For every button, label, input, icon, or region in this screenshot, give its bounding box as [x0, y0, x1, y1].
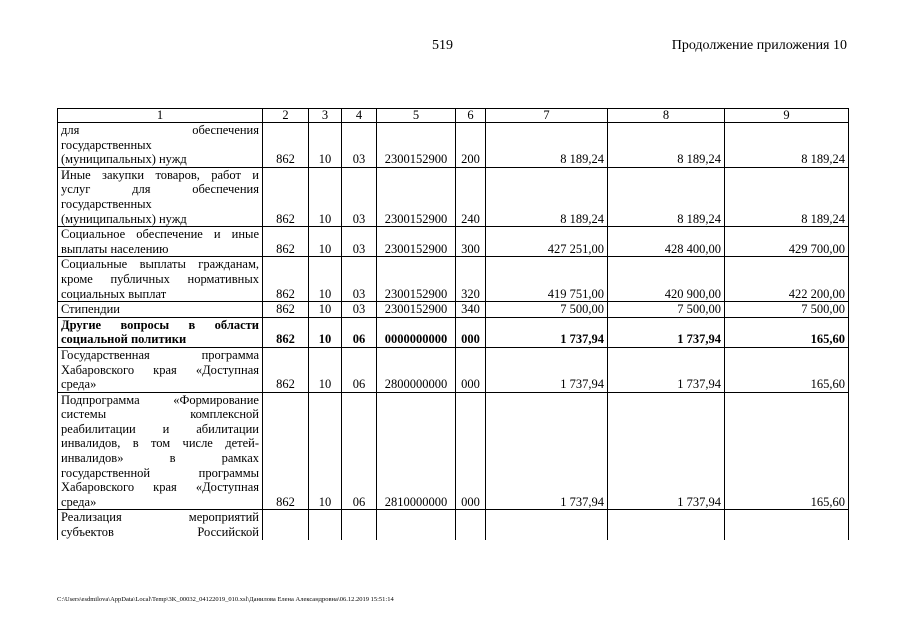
- cell-c2: 862: [263, 347, 309, 392]
- row-name-cell: [58, 227, 263, 257]
- column-header: 1: [58, 109, 263, 123]
- row-name-cell: [58, 317, 263, 347]
- cell-c9: 165,60: [725, 317, 849, 347]
- row-name-line: выплаты населению: [61, 241, 169, 256]
- cell-c9: 165,60: [725, 347, 849, 392]
- cell-c4: 03: [342, 302, 377, 318]
- column-header: 2: [263, 109, 309, 123]
- cell-c3: 10: [309, 167, 342, 226]
- table-row: [58, 167, 849, 226]
- row-name-cell: [58, 257, 263, 302]
- table-row: [58, 123, 849, 168]
- cell-c6: 000: [456, 347, 486, 392]
- cell-c8: [608, 510, 725, 540]
- column-header: 4: [342, 109, 377, 123]
- cell-c4: 06: [342, 317, 377, 347]
- cell-c2: 862: [263, 392, 309, 510]
- row-name-line: государственной программы: [61, 465, 259, 480]
- row-name-line: Другие вопросы в области: [61, 317, 259, 332]
- table-row: [58, 392, 849, 510]
- cell-c4: [342, 510, 377, 540]
- column-header: 9: [725, 109, 849, 123]
- cell-c8: 8 189,24: [608, 167, 725, 226]
- cell-c7: 1 737,94: [486, 317, 608, 347]
- cell-c8: 420 900,00: [608, 257, 725, 302]
- row-name-line: Государственная программа: [61, 347, 259, 362]
- row-name-line: инвалидов» в рамках: [61, 451, 259, 466]
- cell-c7: 8 189,24: [486, 167, 608, 226]
- cell-c5: 2300152900: [377, 167, 456, 226]
- cell-c4: 03: [342, 257, 377, 302]
- cell-c5: 2300152900: [377, 302, 456, 318]
- cell-c6: [456, 510, 486, 540]
- cell-c2: [263, 510, 309, 540]
- cell-c6: 000: [456, 392, 486, 510]
- cell-c2: 862: [263, 123, 309, 168]
- cell-c4: 03: [342, 123, 377, 168]
- row-name-line: Иные закупки товаров, работ и: [61, 167, 259, 182]
- continuation-title: Продолжение приложения 10: [671, 38, 847, 53]
- cell-c8: 428 400,00: [608, 227, 725, 257]
- cell-c3: 10: [309, 302, 342, 318]
- cell-c3: 10: [309, 347, 342, 392]
- cell-c4: 06: [342, 392, 377, 510]
- cell-c5: 2300152900: [377, 123, 456, 168]
- cell-c2: 862: [263, 317, 309, 347]
- cell-c2: 862: [263, 257, 309, 302]
- table-row: [58, 257, 849, 302]
- row-name-line: системы комплексной: [61, 407, 259, 422]
- cell-c9: [725, 510, 849, 540]
- cell-c3: 10: [309, 123, 342, 168]
- row-name-cell: [58, 392, 263, 510]
- cell-c7: 1 737,94: [486, 392, 608, 510]
- table-row: [58, 347, 849, 392]
- cell-c7: 427 251,00: [486, 227, 608, 257]
- row-name-line: кроме публичных нормативных: [61, 271, 259, 286]
- table-row: [58, 227, 849, 257]
- row-name-line: инвалидов, в том числе детей-: [61, 436, 259, 451]
- cell-c9: 8 189,24: [725, 123, 849, 168]
- row-name-line: Социальные выплаты гражданам,: [61, 257, 259, 272]
- cell-c7: 419 751,00: [486, 257, 608, 302]
- cell-c5: 2800000000: [377, 347, 456, 392]
- column-header: 5: [377, 109, 456, 123]
- cell-c5: [377, 510, 456, 540]
- cell-c9: 8 189,24: [725, 167, 849, 226]
- table-row: [58, 302, 849, 318]
- table-row: [58, 510, 849, 540]
- cell-c6: 320: [456, 257, 486, 302]
- cell-c8: 1 737,94: [608, 317, 725, 347]
- row-name-line: (муниципальных) нужд: [61, 152, 187, 167]
- cell-c9: 422 200,00: [725, 257, 849, 302]
- row-name-cell: [58, 302, 263, 318]
- cell-c8: 1 737,94: [608, 392, 725, 510]
- cell-c5: 2810000000: [377, 392, 456, 510]
- page-number: 519: [432, 38, 453, 53]
- cell-c4: 03: [342, 167, 377, 226]
- column-header: 7: [486, 109, 608, 123]
- row-name-line: Хабаровского края «Доступная: [61, 362, 259, 377]
- row-name-line: среда»: [61, 494, 97, 509]
- row-name-cell: [58, 510, 263, 540]
- row-name-line: для обеспечения: [61, 123, 259, 137]
- footer-file-path: C:\Users\esdmilova\AppData\Local\Temp\3K_00032_04122019_010.xsl\Данилова Елена Александровна\06.12.2019 15:51:14: [57, 596, 394, 603]
- cell-c3: 10: [309, 317, 342, 347]
- row-name-cell: [58, 123, 263, 168]
- row-name-line: Подпрограмма «Формирование: [61, 392, 259, 407]
- row-name-line: Реализация мероприятий: [61, 510, 259, 525]
- cell-c3: [309, 510, 342, 540]
- cell-c8: 7 500,00: [608, 302, 725, 318]
- cell-c5: 2300152900: [377, 257, 456, 302]
- cell-c7: 8 189,24: [486, 123, 608, 168]
- row-name-line: социальной политики: [61, 332, 187, 347]
- cell-c6: 340: [456, 302, 486, 318]
- row-name-line: государственных: [61, 137, 152, 152]
- row-name-line: (муниципальных) нужд: [61, 211, 187, 226]
- row-name-line: социальных выплат: [61, 286, 167, 301]
- cell-c6: 300: [456, 227, 486, 257]
- cell-c9: 7 500,00: [725, 302, 849, 318]
- row-name-line: Социальное обеспечение и иные: [61, 227, 259, 242]
- row-name-cell: [58, 347, 263, 392]
- cell-c2: 862: [263, 227, 309, 257]
- cell-c6: 240: [456, 167, 486, 226]
- cell-c4: 03: [342, 227, 377, 257]
- table-body: [58, 109, 849, 540]
- cell-c8: 8 189,24: [608, 123, 725, 168]
- cell-c8: 1 737,94: [608, 347, 725, 392]
- table-header-row: [58, 109, 849, 123]
- table-row: [58, 317, 849, 347]
- column-header: 8: [608, 109, 725, 123]
- row-name-line: Хабаровского края «Доступная: [61, 480, 259, 495]
- cell-c7: 1 737,94: [486, 347, 608, 392]
- cell-c7: 7 500,00: [486, 302, 608, 318]
- cell-c5: 2300152900: [377, 227, 456, 257]
- cell-c3: 10: [309, 257, 342, 302]
- cell-c6: 000: [456, 317, 486, 347]
- cell-c7: [486, 510, 608, 540]
- cell-c2: 862: [263, 302, 309, 318]
- cell-c2: 862: [263, 167, 309, 226]
- row-name-line: услуг для обеспечения: [61, 182, 259, 197]
- row-name-line: Стипендии: [61, 302, 120, 317]
- row-name-line: реабилитации и абилитации: [61, 421, 259, 436]
- cell-c6: 200: [456, 123, 486, 168]
- row-name-line: среда»: [61, 377, 97, 392]
- row-name-line: государственных: [61, 196, 152, 211]
- column-header: 3: [309, 109, 342, 123]
- column-header: 6: [456, 109, 486, 123]
- cell-c9: 165,60: [725, 392, 849, 510]
- cell-c5: 0000000000: [377, 317, 456, 347]
- cell-c3: 10: [309, 392, 342, 510]
- row-name-cell: [58, 167, 263, 226]
- cell-c4: 06: [342, 347, 377, 392]
- row-name-line: субъектов Российской: [61, 525, 259, 540]
- cell-c9: 429 700,00: [725, 227, 849, 257]
- cell-c3: 10: [309, 227, 342, 257]
- budget-table: [57, 108, 849, 540]
